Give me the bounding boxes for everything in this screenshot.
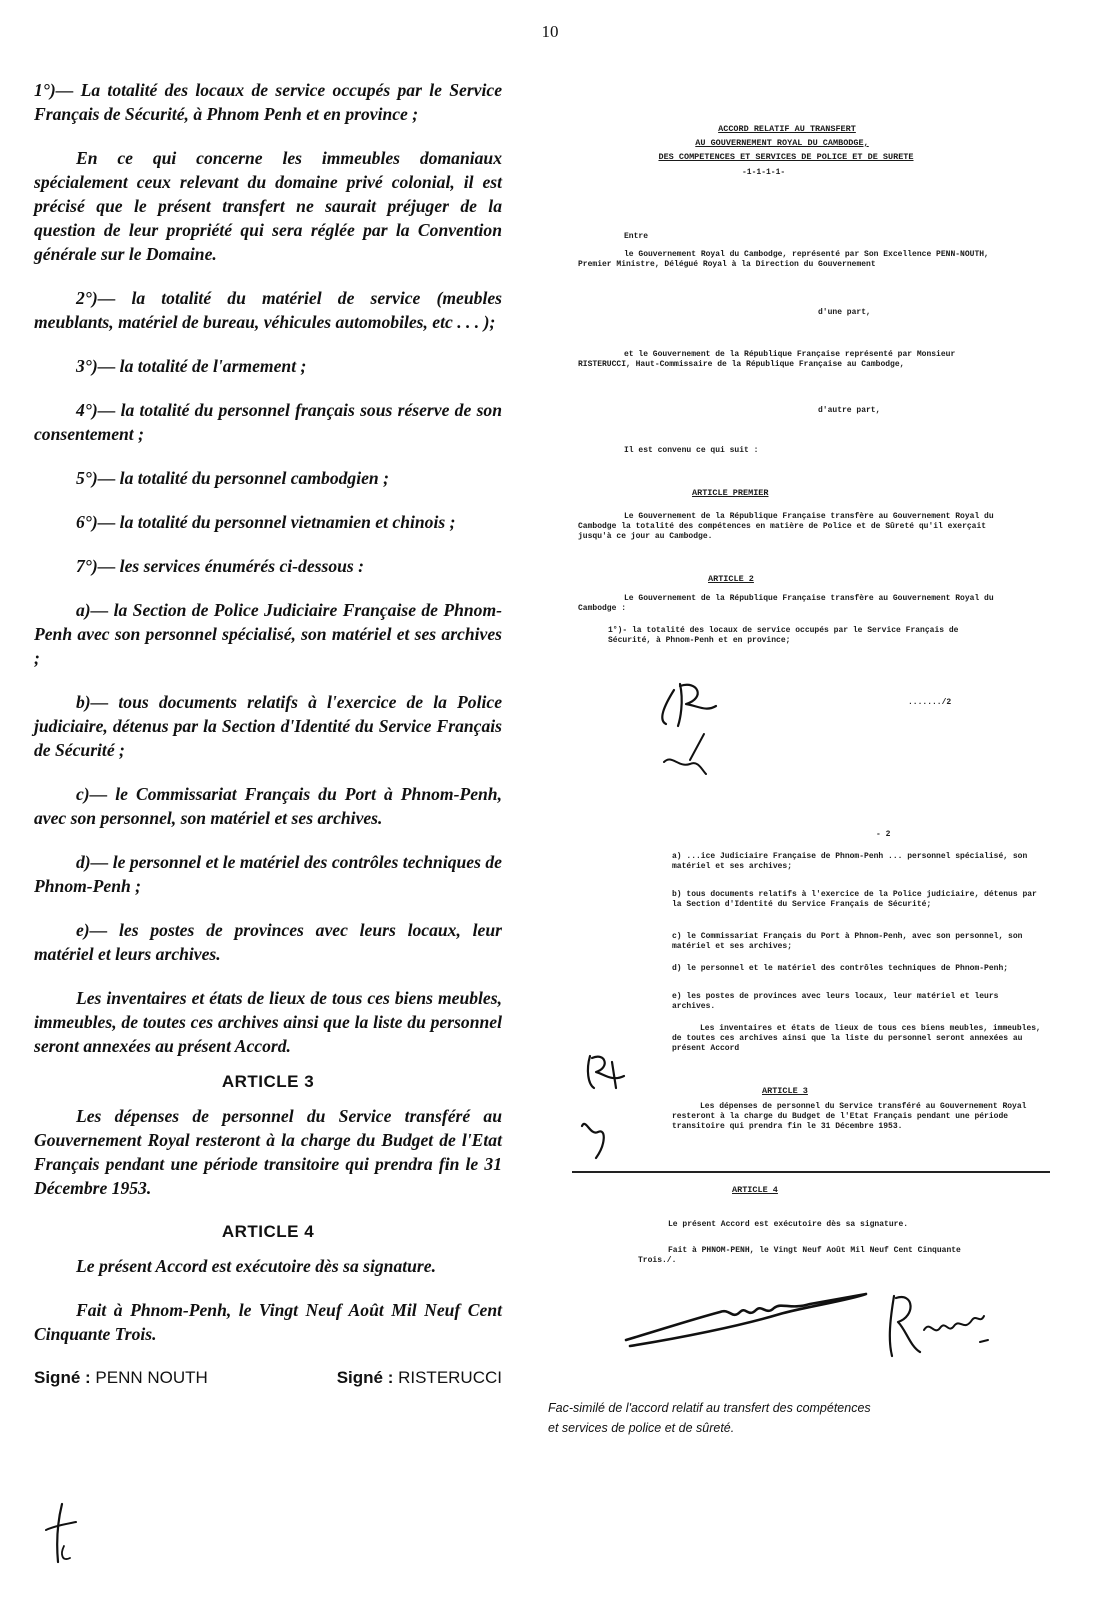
handwritten-signature-penn-nouth xyxy=(620,1290,880,1350)
facsimile-article-2-item-1: 1°)- la totalité des locaux de service occupés par le Service Français de Sécurité, à Phnom-Penh et en province; xyxy=(608,626,959,645)
facsimile-article-3-text: Les dépenses de personnel du Service transféré au Gouvernement Royal resteront à la charge du Budget de l'Etat Français pendant une période transitoire qui prendra fin le 31 Décembre 1953. xyxy=(672,1102,1027,1131)
closing-formula: Fait à Phnom-Penh, le Vingt Neuf Août Mil Neuf Cent Cinquante Trois. xyxy=(34,1300,502,1344)
facsimile-dune-part: d'une part, xyxy=(818,308,871,317)
facsimile-party-2: et le Gouvernement de la République Française représenté par Monsieur RISTERUCCI, Haut-Commissaire de la République Française au Cambodge, xyxy=(578,350,956,369)
article-4-text: Le présent Accord est exécutoire dès sa signature. xyxy=(76,1256,436,1276)
facsimile-party-1: le Gouvernement Royal du Cambodge, représenté par Son Excellence PENN-NOUTH, Premier Ministre, Délégué Royal à la Direction du Gouvernement xyxy=(578,250,989,269)
facsimile-article-2-text: Le Gouvernement de la République Française transfère au Gouvernement Royal du Cambodge : xyxy=(578,594,994,613)
paragraph-inventaires: Les inventaires et états de lieux de tous ces biens meubles, immeubles, de toutes ces archives ainsi que la liste du personnel seront annexées au présent Accord. xyxy=(34,988,502,1056)
facsimile-continuation xyxy=(572,1200,1062,1300)
facsimile-item-a: a) ...ice Judiciaire Française de Phnom-Penh ... personnel spécialisé, son matériel et ses archives; xyxy=(672,852,1028,871)
paragraph-materiel: 2°)— la totalité du matériel de service (meubles meublants, matériel de bureau, véhicules automobiles, etc . . . ); xyxy=(34,288,502,332)
article-3-heading: ARTICLE 3 xyxy=(221,1072,315,1091)
facsimile-article-1-text: Le Gouvernement de la République Française transfère au Gouvernement Royal du Cambodge la totalité des compétences en matière de Police et de Sûreté qu'il exerçait jusqu'à ce jour au Cambodge. xyxy=(578,512,994,541)
page-number: 10 xyxy=(541,22,559,41)
signatures-row xyxy=(34,1366,502,1390)
facsimile-page-2-marker: - 2 xyxy=(876,830,891,839)
paragraph-personnel-francais: 4°)— la totalité du personnel français sous réserve de son consentement ; xyxy=(34,400,502,444)
facsimile-convenu: Il est convenu ce qui suit : xyxy=(624,446,759,455)
facsimile-title-line-2: AU GOUVERNEMENT ROYAL DU CAMBODGE, xyxy=(695,138,869,148)
facsimile-inventaires: Les inventaires et états de lieux de tous ces biens meubles, immeubles, de toutes ces archives ainsi que la liste du personnel seront annexées au présent Accord xyxy=(672,1024,1041,1053)
facsimile-article-1-heading: ARTICLE PREMIER xyxy=(692,488,769,498)
facsimile-dautre-part: d'autre part, xyxy=(818,406,881,415)
facsimile-title-line-3: DES COMPETENCES ET SERVICES DE POLICE ET DE SURETE xyxy=(658,152,914,162)
facsimile-item-b: b) tous documents relatifs à l'exercice de la Police judiciaire, détenus par la Section d'Identité du Service Français de Sécurité; xyxy=(672,890,1037,909)
facsimile-item-c: c) le Commissariat Français du Port à Phnom-Penh, avec son personnel, son matériel et ses archives; xyxy=(672,932,1023,951)
facsimile-article-4-heading: ARTICLE 4 xyxy=(732,1185,778,1195)
paragraph-personnel-cambodgien: 5°)— la totalité du personnel cambodgien ; xyxy=(76,468,389,488)
signature-penn-nouth: Signé : PENN NOUTH xyxy=(34,1368,208,1387)
facsimile-entre: Entre xyxy=(624,232,649,241)
facsimile-initial-mark-1 xyxy=(650,676,740,776)
handwritten-signature-risterucci xyxy=(884,1290,994,1370)
paragraph-locaux: 1°)— La totalité des locaux de service occupés par le Service Français de Sécurité, à Phnom Penh et en province ; xyxy=(34,80,502,124)
facsimile-item-d: d) le personnel et le matériel des contrôles techniques de Phnom-Penh; xyxy=(672,964,1009,973)
paragraph-armement: 3°)— la totalité de l'armement ; xyxy=(76,356,307,376)
facsimile-article-2-heading: ARTICLE 2 xyxy=(708,574,754,584)
paragraph-item-b: b)— tous documents relatifs à l'exercice de la Police judiciaire, détenus par la Section d'Identité du Service Français de Sécurité ; xyxy=(34,692,502,760)
paragraph-immeubles-domaniaux: En ce qui concerne les immeubles domaniaux spécialement ceux relevant du domaine privé colonial, il est précisé que le présent transfert ne saurait préjuger de la question de leur propriété qui sera réglée par la Convention générale sur le Domaine. xyxy=(34,148,502,264)
paragraph-personnel-vietnamien: 6°)— la totalité du personnel vietnamien et chinois ; xyxy=(76,512,456,532)
facsimile-title-line-1: ACCORD RELATIF AU TRANSFERT xyxy=(718,124,856,134)
facsimile-document xyxy=(572,118,1062,1198)
signature-risterucci: Signé : RISTERUCCI xyxy=(336,1368,502,1387)
facsimile-divider xyxy=(572,1171,1050,1173)
paragraph-services-enumeres: 7°)— les services énumérés ci-dessous : xyxy=(76,556,365,576)
paragraph-item-d: d)— le personnel et le matériel des contrôles techniques de Phnom-Penh ; xyxy=(34,852,502,896)
paragraph-item-e: e)— les postes de provinces avec leurs locaux, leur matériel et leurs archives. xyxy=(34,920,502,964)
printed-agreement-text xyxy=(34,78,502,1390)
facsimile-initial-mark-2 xyxy=(576,1048,646,1168)
facsimile-page-continued: ......./2 xyxy=(908,698,952,707)
facsimile-title-separator: -1-1-1-1- xyxy=(742,168,786,177)
paragraph-item-a: a)— la Section de Police Judiciaire Française de Phnom-Penh avec son personnel spécialisé, son matériel et ses archives ; xyxy=(34,600,502,668)
article-3-text: Les dépenses de personnel du Service transféré au Gouvernement Royal resteront à la charge du Budget de l'Etat Français pendant une période transitoire qui prendra fin le 31 Décembre 1953. xyxy=(34,1106,502,1198)
facsimile-item-e: e) les postes de provinces avec leurs locaux, leur matériel et leurs archives. xyxy=(672,992,999,1011)
caption-line-1: Fac-similé de l'accord relatif au transfert des compétences xyxy=(548,1401,871,1415)
facsimile-caption xyxy=(548,1398,1068,1438)
facsimile-article-3-heading: ARTICLE 3 xyxy=(762,1086,808,1096)
handwritten-initial-mark xyxy=(40,1500,80,1570)
facsimile-article-4-text: Le présent Accord est exécutoire dès sa signature. xyxy=(668,1220,909,1229)
facsimile-closing: Fait à PHNOM-PENH, le Vingt Neuf Août Mil Neuf Cent Cinquante Trois./. xyxy=(638,1246,961,1265)
paragraph-item-c: c)— le Commissariat Français du Port à Phnom-Penh, avec son personnel, son matériel et ses archives. xyxy=(34,784,502,828)
article-4-heading: ARTICLE 4 xyxy=(221,1222,315,1241)
caption-line-2: et services de police et de sûreté. xyxy=(548,1421,735,1435)
